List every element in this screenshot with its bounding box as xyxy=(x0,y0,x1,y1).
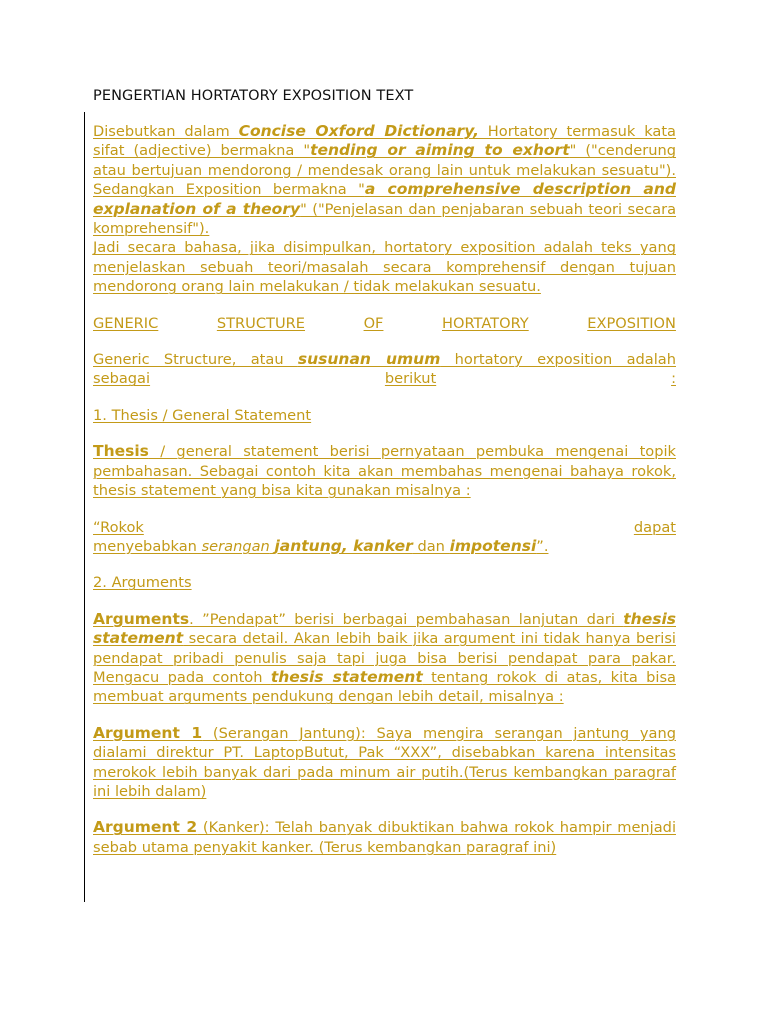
text-run: tentang rokok di atas, kita bisa membuat arguments pendukung dengan lebih detail, misalnya : xyxy=(93,668,676,706)
text-run: dapat xyxy=(633,518,676,536)
paragraph-argument-2 xyxy=(93,818,676,857)
heading-word: OF xyxy=(363,314,384,332)
text-run: sebagai xyxy=(93,370,151,388)
heading-word: GENERIC xyxy=(93,314,159,332)
text-run: : xyxy=(671,370,676,388)
text-run: Hortatory termasuk kata sifat (adjective) bermakna " xyxy=(93,123,677,160)
emphasis-argument-1: Argument 1 xyxy=(93,723,203,742)
text-run: " ("cenderung atau bertujuan mendorong / mendesak orang lain untuk melakukan sesuatu"). Sedangkan Exposition bermakna " xyxy=(93,142,677,199)
text-line xyxy=(93,518,676,537)
text-run: Generic Structure, atau xyxy=(93,351,298,369)
emphasis-serangan: serangan xyxy=(201,537,270,555)
emphasis-susunan-umum: susunan umum xyxy=(297,350,441,369)
emphasis-thesis-statement: thesis statement xyxy=(93,609,676,648)
text-run: ”. xyxy=(536,537,549,555)
text-run: / general statement berisi pernyataan pembuka mengenai topik pembahasan. Sebagai contoh kita akan membahas mengenai bahaya rokok, thesis statement yang bisa kita gunakan misalnya : xyxy=(93,443,676,500)
emphasis-argument-2: Argument 2 xyxy=(93,818,198,837)
generic-structure-heading xyxy=(93,314,676,333)
document-body xyxy=(93,122,676,874)
text-run: menyebabkan xyxy=(93,537,202,555)
text-run: Disebutkan dalam xyxy=(93,123,239,140)
emphasis-arguments: Arguments xyxy=(93,609,190,628)
section-heading-thesis: 1. Thesis / General Statement xyxy=(93,406,312,424)
text-run: dan xyxy=(412,537,450,555)
emphasis-jantung-kanker: jantung, kanker xyxy=(274,536,413,555)
text-run: (Kanker): Telah banyak dibuktikan bahwa rokok hampir menjadi sebab utama penyakit kanker. (Terus kembangkan paragraf ini) xyxy=(93,819,676,856)
page-title: PENGERTIAN HORTATORY EXPOSITION TEXT xyxy=(93,88,414,104)
text-run: berikut xyxy=(384,370,437,388)
heading-word: HORTATORY xyxy=(442,314,529,332)
emphasis-thesis: Thesis xyxy=(93,442,149,461)
text-run: " ("Penjelasan dan penjabaran sebuah teori secara komprehensif"). xyxy=(93,200,677,238)
paragraph-quote xyxy=(93,518,676,557)
text-line xyxy=(93,350,676,369)
emphasis-impotensi: impotensi xyxy=(449,536,537,555)
emphasis-theory: a comprehensive description and explanation of a theory xyxy=(93,180,676,218)
emphasis-dictionary: Concise Oxford Dictionary, xyxy=(238,122,479,140)
section-heading-arguments: 2. Arguments xyxy=(93,574,192,592)
text-line xyxy=(93,537,676,556)
text-run: (Serangan Jantung): Saya mengira serangan jantung yang dialami direktur PT. LaptopButut, Pak “XXX”, disebabkan karena intensitas merokok lebih banyak dari pada minum air putih.(Terus kembangkan paragraf ini lebih dalam) xyxy=(93,724,676,800)
paragraph-thesis xyxy=(93,442,676,500)
text-run: secara detail. Akan lebih baik jika argument ini tidak hanya berisi pendapat pribadi penulis saja tapi juga bisa berisi pendapat para pakar. Mengacu pada contoh xyxy=(93,630,676,686)
paragraph-arguments xyxy=(93,610,676,707)
margin-rule xyxy=(84,112,85,902)
heading-word: EXPOSITION xyxy=(587,314,676,332)
paragraph-definition xyxy=(93,122,676,238)
emphasis-thesis-statement: thesis statement xyxy=(270,667,423,686)
emphasis-exhort: tending or aiming to exhort xyxy=(310,141,570,160)
paragraph-argument-1 xyxy=(93,724,676,802)
paragraph-generic-structure xyxy=(93,350,676,389)
text-run: “Rokok xyxy=(93,518,144,536)
heading-word: STRUCTURE xyxy=(216,314,306,332)
text-run: . ”Pendapat” berisi berbagai pembahasan lanjutan dari xyxy=(189,610,624,628)
text-run: hortatory exposition adalah xyxy=(440,351,676,369)
text-line xyxy=(93,369,676,388)
paragraph-conclusion: Jadi secara bahasa, jika disimpulkan, hortatory exposition adalah teks yang menjelaskan sebuah teori/masalah secara komprehensif dengan tujuan mendorong orang lain melakukan / tidak melakukan sesuatu. xyxy=(93,239,676,296)
